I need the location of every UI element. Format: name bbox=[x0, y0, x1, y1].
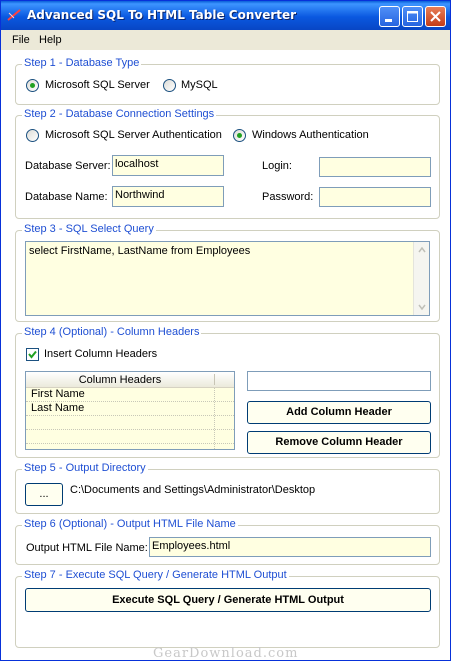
password-label: Password: bbox=[262, 191, 314, 203]
list-column-header-label: Column Headers bbox=[78, 374, 162, 386]
radio-windows-auth[interactable] bbox=[233, 129, 246, 142]
output-filename-field[interactable]: Employees.html bbox=[149, 537, 431, 557]
radio-sql-auth[interactable] bbox=[26, 129, 39, 142]
list-item-text: Last Name bbox=[31, 402, 85, 414]
output-filename-label: Output HTML File Name: bbox=[26, 542, 148, 554]
menu-file[interactable]: File bbox=[12, 34, 30, 46]
step2-legend: Step 2 - Database Connection Settings bbox=[24, 108, 215, 120]
menu-help[interactable]: Help bbox=[39, 34, 62, 46]
insert-headers-label[interactable]: Insert Column Headers bbox=[44, 348, 158, 360]
radio-windows-auth-label[interactable]: Windows Authentication bbox=[252, 129, 369, 141]
radio-mysql-label[interactable]: MySQL bbox=[181, 79, 218, 91]
query-scrollbar[interactable] bbox=[413, 242, 429, 315]
minimize-icon bbox=[380, 7, 399, 26]
password-field[interactable] bbox=[319, 187, 431, 207]
execute-query-button[interactable]: Execute SQL Query / Generate HTML Output bbox=[25, 588, 431, 612]
sql-query-textarea[interactable] bbox=[25, 241, 430, 316]
close-button[interactable] bbox=[425, 6, 446, 27]
sql-query-text: select FirstName, LastName from Employees bbox=[29, 245, 251, 257]
remove-column-header-button[interactable]: Remove Column Header bbox=[247, 431, 431, 454]
app-icon bbox=[7, 9, 21, 21]
minimize-button[interactable] bbox=[379, 6, 400, 27]
column-headers-list[interactable] bbox=[25, 371, 235, 450]
step6-group bbox=[15, 518, 440, 565]
list-item[interactable] bbox=[26, 388, 234, 402]
scroll-down-icon[interactable] bbox=[415, 300, 429, 314]
database-name-label: Database Name: bbox=[25, 191, 108, 203]
step3-group bbox=[15, 223, 440, 322]
browse-directory-button[interactable]: ... bbox=[25, 483, 63, 506]
list-item[interactable] bbox=[26, 402, 234, 416]
close-icon bbox=[426, 7, 445, 26]
add-column-header-button[interactable]: Add Column Header bbox=[247, 401, 431, 424]
form-area bbox=[1, 50, 450, 661]
column-divider bbox=[214, 374, 215, 385]
radio-mssql[interactable] bbox=[26, 79, 39, 92]
new-header-input[interactable] bbox=[247, 371, 431, 391]
watermark-logo: GearDownload.com bbox=[153, 646, 299, 661]
column-divider-line bbox=[214, 388, 216, 450]
radio-mssql-label[interactable]: Microsoft SQL Server bbox=[45, 79, 150, 91]
list-item-empty bbox=[26, 416, 234, 430]
window-title: Advanced SQL To HTML Table Converter bbox=[27, 8, 297, 22]
step3-legend: Step 3 - SQL Select Query bbox=[24, 223, 154, 235]
radio-sql-auth-label[interactable]: Microsoft SQL Server Authentication bbox=[45, 129, 222, 141]
database-server-field[interactable]: localhost bbox=[112, 155, 224, 176]
login-field[interactable] bbox=[319, 157, 431, 177]
list-column-header[interactable] bbox=[26, 372, 234, 388]
step7-legend: Step 7 - Execute SQL Query / Generate HTML Output bbox=[24, 569, 287, 581]
database-server-label: Database Server: bbox=[25, 160, 111, 172]
output-directory-path: C:\Documents and Settings\Administrator\Desktop bbox=[70, 484, 316, 496]
check-icon bbox=[28, 350, 37, 359]
step1-legend: Step 1 - Database Type bbox=[24, 57, 140, 69]
step4-group bbox=[15, 326, 440, 458]
radio-mysql[interactable] bbox=[163, 79, 176, 92]
step6-legend: Step 6 (Optional) - Output HTML File Name bbox=[24, 518, 236, 530]
login-label: Login: bbox=[262, 160, 292, 172]
title-bar[interactable] bbox=[1, 1, 450, 30]
step5-group bbox=[15, 462, 440, 514]
step7-group bbox=[15, 569, 440, 648]
maximize-button[interactable] bbox=[402, 6, 423, 27]
insert-headers-checkbox[interactable] bbox=[26, 348, 39, 361]
step2-group bbox=[15, 108, 440, 219]
step5-legend: Step 5 - Output Directory bbox=[24, 462, 146, 474]
list-item-empty bbox=[26, 430, 234, 444]
step4-legend: Step 4 (Optional) - Column Headers bbox=[24, 326, 200, 338]
scroll-up-icon[interactable] bbox=[415, 243, 429, 257]
menu-bar bbox=[1, 30, 450, 50]
maximize-icon bbox=[403, 7, 422, 26]
database-name-field[interactable]: Northwind bbox=[112, 186, 224, 207]
step1-group bbox=[15, 57, 440, 105]
list-item-text: First Name bbox=[31, 388, 85, 400]
